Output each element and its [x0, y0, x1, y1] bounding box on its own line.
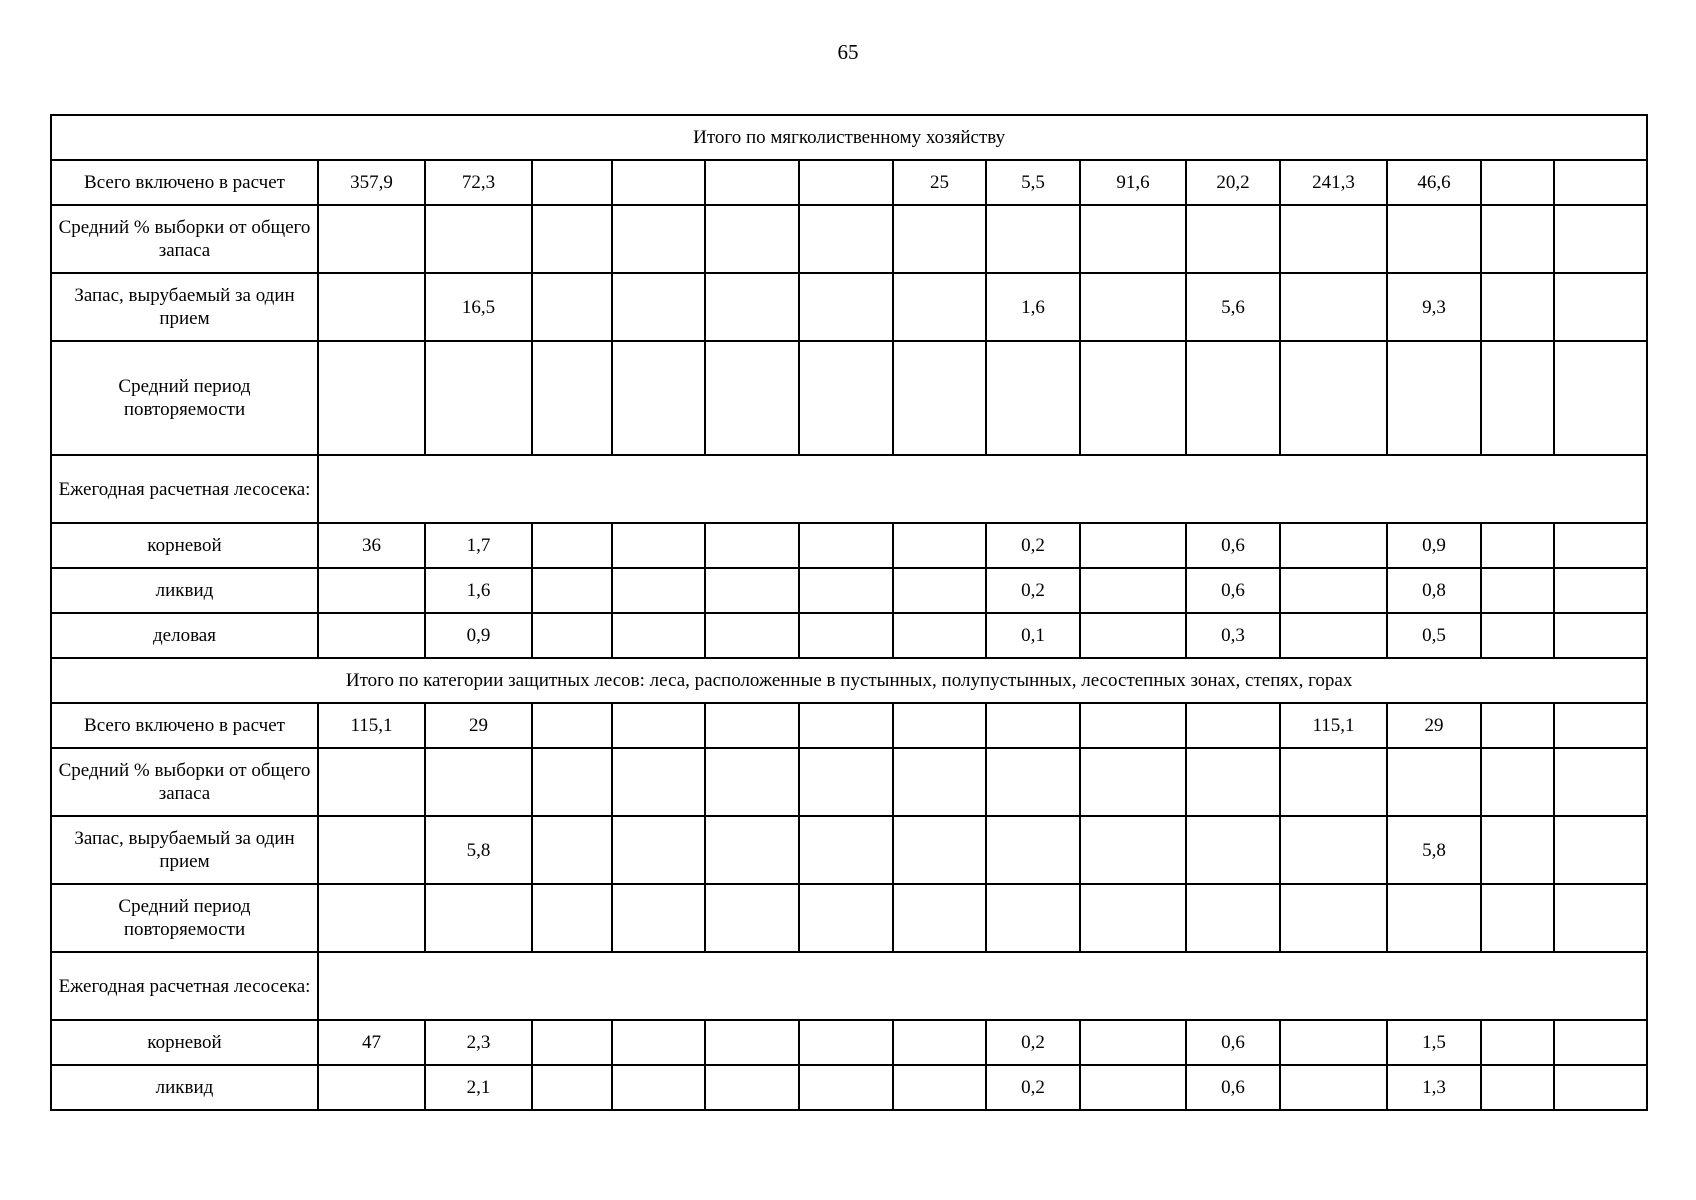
table-cell — [318, 816, 425, 884]
table-cell: 0,8 — [1387, 568, 1481, 613]
table-cell — [1481, 703, 1554, 748]
table-cell: 0,2 — [986, 523, 1080, 568]
table-cell — [425, 205, 532, 273]
table-cell — [1186, 341, 1280, 455]
table-cell — [1080, 613, 1186, 658]
table-cell — [425, 748, 532, 816]
table-row — [51, 205, 1647, 273]
table-cell: 25 — [893, 160, 986, 205]
table-cell — [1554, 816, 1647, 884]
table-cell — [612, 568, 705, 613]
table-cell — [1280, 1020, 1387, 1065]
table-cell — [612, 523, 705, 568]
table-cell: 9,3 — [1387, 273, 1481, 341]
row-label: корневой — [51, 1020, 318, 1065]
table-cell: 47 — [318, 1020, 425, 1065]
data-table — [50, 114, 1648, 1111]
section-title: Итого по категории защитных лесов: леса, расположенные в пустынных, полупустынных, лесостепных зонах, степях, горах — [51, 658, 1647, 703]
table-cell — [799, 703, 893, 748]
table-cell — [1080, 703, 1186, 748]
table-cell — [893, 1065, 986, 1110]
table-cell — [1080, 1020, 1186, 1065]
table-cell: 0,1 — [986, 613, 1080, 658]
table-cell — [1186, 816, 1280, 884]
row-label: деловая — [51, 613, 318, 658]
table-cell — [1387, 341, 1481, 455]
table-cell — [532, 568, 612, 613]
row-label: Запас, вырубаемый за один прием — [51, 816, 318, 884]
table-cell: 1,5 — [1387, 1020, 1481, 1065]
table-cell — [1481, 1065, 1554, 1110]
table-cell — [893, 613, 986, 658]
table-cell — [893, 568, 986, 613]
row-label: Всего включено в расчет — [51, 703, 318, 748]
table-row — [51, 613, 1647, 658]
table-cell — [893, 816, 986, 884]
table-cell — [1080, 748, 1186, 816]
table-cell — [1554, 748, 1647, 816]
table-cell: 0,2 — [986, 1065, 1080, 1110]
table-cell — [318, 568, 425, 613]
table-row — [51, 160, 1647, 205]
table-cell — [1554, 703, 1647, 748]
table-cell — [799, 1065, 893, 1110]
table-row — [51, 952, 1647, 1020]
table-cell — [1481, 160, 1554, 205]
table-cell — [1481, 568, 1554, 613]
table-cell — [612, 748, 705, 816]
table-cell — [799, 748, 893, 816]
table-cell — [532, 1020, 612, 1065]
table-cell — [1387, 748, 1481, 816]
table-cell: 5,8 — [1387, 816, 1481, 884]
table-row — [51, 341, 1647, 455]
table-cell — [799, 273, 893, 341]
section-header-row — [51, 658, 1647, 703]
row-label: Средний % выборки от общего запаса — [51, 205, 318, 273]
table-cell — [612, 1020, 705, 1065]
table-cell — [1280, 613, 1387, 658]
table-cell — [1186, 703, 1280, 748]
table-cell — [1481, 816, 1554, 884]
table-cell — [1080, 884, 1186, 952]
table-cell: 36 — [318, 523, 425, 568]
table-cell — [1280, 273, 1387, 341]
table-cell: 5,6 — [1186, 273, 1280, 341]
table-cell — [1554, 205, 1647, 273]
merged-empty-cell — [318, 455, 1647, 523]
table-cell — [799, 341, 893, 455]
table-cell — [1554, 523, 1647, 568]
table-cell — [425, 884, 532, 952]
table-cell: 0,9 — [425, 613, 532, 658]
table-row — [51, 455, 1647, 523]
table-cell: 0,6 — [1186, 568, 1280, 613]
table-cell: 46,6 — [1387, 160, 1481, 205]
table-cell — [1080, 816, 1186, 884]
table-cell — [612, 1065, 705, 1110]
table-cell: 5,8 — [425, 816, 532, 884]
table-cell: 29 — [1387, 703, 1481, 748]
table-cell — [1080, 341, 1186, 455]
table-cell — [1554, 160, 1647, 205]
table-cell — [893, 341, 986, 455]
table-cell — [1080, 523, 1186, 568]
table-cell — [986, 884, 1080, 952]
table-cell — [612, 884, 705, 952]
table-cell: 241,3 — [1280, 160, 1387, 205]
table-cell — [1280, 341, 1387, 455]
table-cell — [1280, 523, 1387, 568]
table-cell: 5,5 — [986, 160, 1080, 205]
table-cell — [1554, 884, 1647, 952]
table-cell — [705, 748, 799, 816]
table-cell — [705, 523, 799, 568]
table-cell: 0,9 — [1387, 523, 1481, 568]
table-cell — [425, 341, 532, 455]
table-cell — [318, 273, 425, 341]
table-cell — [612, 703, 705, 748]
table-row — [51, 703, 1647, 748]
table-cell — [1280, 748, 1387, 816]
table-cell: 115,1 — [318, 703, 425, 748]
row-label: Запас, вырубаемый за один прием — [51, 273, 318, 341]
table-cell — [799, 816, 893, 884]
table-row — [51, 568, 1647, 613]
table-cell: 2,1 — [425, 1065, 532, 1110]
table-cell — [1481, 341, 1554, 455]
table-cell — [799, 160, 893, 205]
table-cell — [612, 341, 705, 455]
table-cell — [1481, 884, 1554, 952]
table-cell: 72,3 — [425, 160, 532, 205]
table-cell — [893, 523, 986, 568]
table-cell — [893, 1020, 986, 1065]
table-cell — [1186, 748, 1280, 816]
table-cell: 0,2 — [986, 1020, 1080, 1065]
table-cell: 0,5 — [1387, 613, 1481, 658]
table-cell — [986, 816, 1080, 884]
table-cell — [1280, 568, 1387, 613]
table-row — [51, 748, 1647, 816]
table-cell: 0,3 — [1186, 613, 1280, 658]
table-cell: 1,3 — [1387, 1065, 1481, 1110]
table-cell — [705, 205, 799, 273]
table-cell — [1554, 273, 1647, 341]
table-cell — [318, 613, 425, 658]
table-cell — [1554, 341, 1647, 455]
table-cell: 1,6 — [986, 273, 1080, 341]
row-label: Средний период повторяемости — [51, 341, 318, 455]
table-cell — [318, 1065, 425, 1110]
table-cell — [893, 703, 986, 748]
table-cell — [986, 205, 1080, 273]
table-cell — [318, 205, 425, 273]
table-cell — [1481, 1020, 1554, 1065]
table-cell — [612, 160, 705, 205]
data-table-container — [50, 114, 1648, 1111]
table-cell — [612, 273, 705, 341]
table-cell — [532, 523, 612, 568]
table-cell — [532, 703, 612, 748]
merged-empty-cell — [318, 952, 1647, 1020]
table-cell — [532, 273, 612, 341]
table-cell — [799, 613, 893, 658]
table-cell — [893, 884, 986, 952]
table-cell — [318, 884, 425, 952]
table-cell — [893, 748, 986, 816]
row-label: Ежегодная расчетная лесосека: — [51, 455, 318, 523]
table-cell — [1080, 273, 1186, 341]
table-cell — [799, 523, 893, 568]
table-cell — [1080, 205, 1186, 273]
table-cell — [1280, 884, 1387, 952]
table-cell — [1080, 1065, 1186, 1110]
table-cell — [1554, 1020, 1647, 1065]
table-cell — [1554, 568, 1647, 613]
table-cell: 2,3 — [425, 1020, 532, 1065]
table-cell — [1387, 205, 1481, 273]
table-cell — [1186, 205, 1280, 273]
table-cell — [532, 816, 612, 884]
table-cell — [799, 884, 893, 952]
table-row — [51, 816, 1647, 884]
table-cell — [705, 160, 799, 205]
table-cell — [705, 1020, 799, 1065]
row-label: Средний период повторяемости — [51, 884, 318, 952]
section-title: Итого по мягколиственному хозяйству — [51, 115, 1647, 160]
table-cell — [986, 703, 1080, 748]
table-cell: 0,2 — [986, 568, 1080, 613]
table-cell — [532, 205, 612, 273]
table-cell — [532, 341, 612, 455]
table-cell: 1,6 — [425, 568, 532, 613]
table-cell — [1554, 613, 1647, 658]
table-cell — [705, 884, 799, 952]
table-cell: 1,7 — [425, 523, 532, 568]
table-cell — [318, 341, 425, 455]
table-row — [51, 273, 1647, 341]
table-cell: 0,6 — [1186, 1065, 1280, 1110]
table-cell — [799, 568, 893, 613]
table-cell — [705, 273, 799, 341]
row-label: ликвид — [51, 1065, 318, 1110]
table-cell — [1481, 273, 1554, 341]
table-cell — [318, 748, 425, 816]
section-header-row — [51, 115, 1647, 160]
table-cell: 29 — [425, 703, 532, 748]
table-cell: 0,6 — [1186, 1020, 1280, 1065]
table-cell — [893, 273, 986, 341]
table-row — [51, 523, 1647, 568]
table-row — [51, 884, 1647, 952]
table-cell — [1280, 816, 1387, 884]
table-cell — [1387, 884, 1481, 952]
row-label: Всего включено в расчет — [51, 160, 318, 205]
table-cell — [705, 568, 799, 613]
table-cell — [986, 341, 1080, 455]
table-row — [51, 1065, 1647, 1110]
table-row — [51, 1020, 1647, 1065]
table-cell — [1481, 748, 1554, 816]
table-cell — [1280, 1065, 1387, 1110]
table-cell: 91,6 — [1080, 160, 1186, 205]
table-cell — [612, 205, 705, 273]
row-label: Ежегодная расчетная лесосека: — [51, 952, 318, 1020]
table-cell — [986, 748, 1080, 816]
table-cell: 20,2 — [1186, 160, 1280, 205]
table-cell — [1080, 568, 1186, 613]
table-cell — [532, 613, 612, 658]
row-label: ликвид — [51, 568, 318, 613]
table-cell — [705, 613, 799, 658]
table-cell — [532, 884, 612, 952]
table-cell — [1186, 884, 1280, 952]
table-cell — [532, 1065, 612, 1110]
table-cell — [1280, 205, 1387, 273]
table-cell — [799, 205, 893, 273]
table-cell — [532, 748, 612, 816]
table-cell — [705, 1065, 799, 1110]
table-cell — [1481, 613, 1554, 658]
table-cell — [799, 1020, 893, 1065]
page-number: 65 — [837, 40, 859, 64]
table-cell — [1554, 1065, 1647, 1110]
table-cell — [705, 816, 799, 884]
table-cell — [705, 703, 799, 748]
table-cell — [1481, 205, 1554, 273]
table-cell — [532, 160, 612, 205]
table-cell: 115,1 — [1280, 703, 1387, 748]
table-cell — [705, 341, 799, 455]
row-label: корневой — [51, 523, 318, 568]
table-cell: 16,5 — [425, 273, 532, 341]
table-cell — [612, 613, 705, 658]
table-cell — [893, 205, 986, 273]
table-cell: 357,9 — [318, 160, 425, 205]
table-cell — [1481, 523, 1554, 568]
table-cell: 0,6 — [1186, 523, 1280, 568]
row-label: Средний % выборки от общего запаса — [51, 748, 318, 816]
table-cell — [612, 816, 705, 884]
